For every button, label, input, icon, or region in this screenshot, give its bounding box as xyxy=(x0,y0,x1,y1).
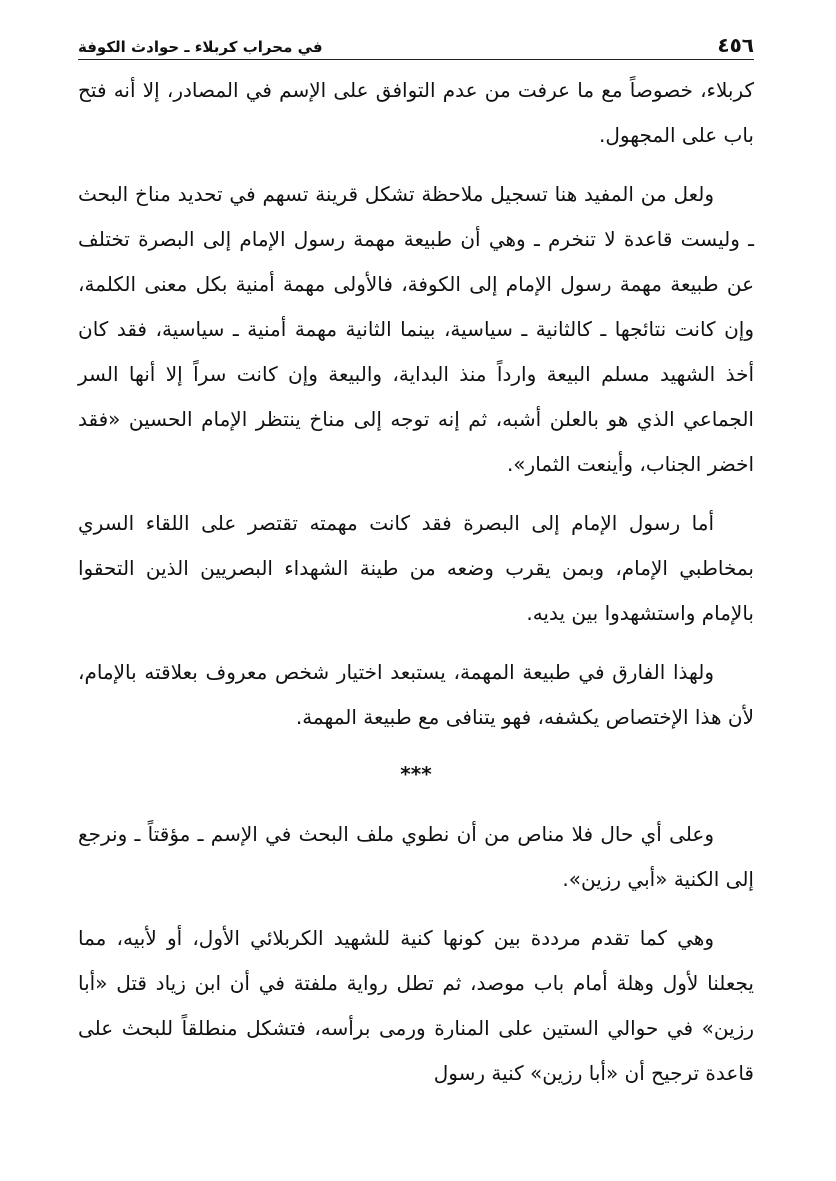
page-number: ٤٥٦ xyxy=(717,33,754,57)
paragraph: ولعل من المفيد هنا تسجيل ملاحظة تشكل قرينة تسهم في تحديد مناخ البحث ـ وليست قاعدة لا تنخرم ـ وهي أن طبيعة مهمة رسول الإمام إلى البصرة تختلف عن طبيعة مهمة رسول الإمام إلى الكوفة، فالأولى مهمة أمنية بكل معنى الكلمة، وإن كانت نتائجها ـ كالثانية ـ سياسية، بينما الثانية مهمة أمنية ـ سياسية، فقد كان أخذ الشهيد مسلم البيعة وارداً منذ البداية، والبيعة وإن كانت سراً إلا أنها السر الجماعي الذي هو بالعلن أشبه، ثم إنه توجه إلى مناخ ينتظر الإمام الحسين «فقد اخضر الجناب، وأينعت الثمار». xyxy=(78,182,754,476)
section-separator: *** xyxy=(400,762,432,786)
paragraph: وهي كما تقدم مرددة بين كونها كنية للشهيد الكربلائي الأول، أو لأبيه، مما يجعلنا لأول وهلة أمام باب موصد، ثم تطل رواية ملفتة في أن ابن زياد قتل «أبا رزين» في حوالي الستين على المنارة ورمى برأسه، فتشكل منطلقاً للبحث على قاعدة ترجيح أن «أبا رزين» كنية رسول xyxy=(78,926,754,1085)
running-title: في محراب كربلاء ـ حوادث الكوفة xyxy=(78,38,323,56)
paragraph: أما رسول الإمام إلى البصرة فقد كانت مهمته تقتصر على اللقاء السري بمخاطبي الإمام، وبمن يقرب وضعه من طينة الشهداء البصريين الذين التحقوا بالإمام واستشهدوا بين يديه. xyxy=(78,511,754,625)
paragraph-continuation: كربلاء، خصوصاً مع ما عرفت من عدم التوافق على الإسم في المصادر، إلا أنه فتح باب على المجهول. xyxy=(78,78,754,147)
paragraph: وعلى أي حال فلا مناص من أن نطوي ملف البحث في الإسم ـ مؤقتاً ـ ونرجع إلى الكنية «أبي رزين». xyxy=(78,822,754,891)
paragraph: ولهذا الفارق في طبيعة المهمة، يستبعد اختيار شخص معروف بعلاقته بالإمام، لأن هذا الإختصاص يكشفه، فهو يتنافى مع طبيعة المهمة. xyxy=(78,660,754,729)
page-body xyxy=(78,68,754,1110)
page-header xyxy=(78,26,754,60)
